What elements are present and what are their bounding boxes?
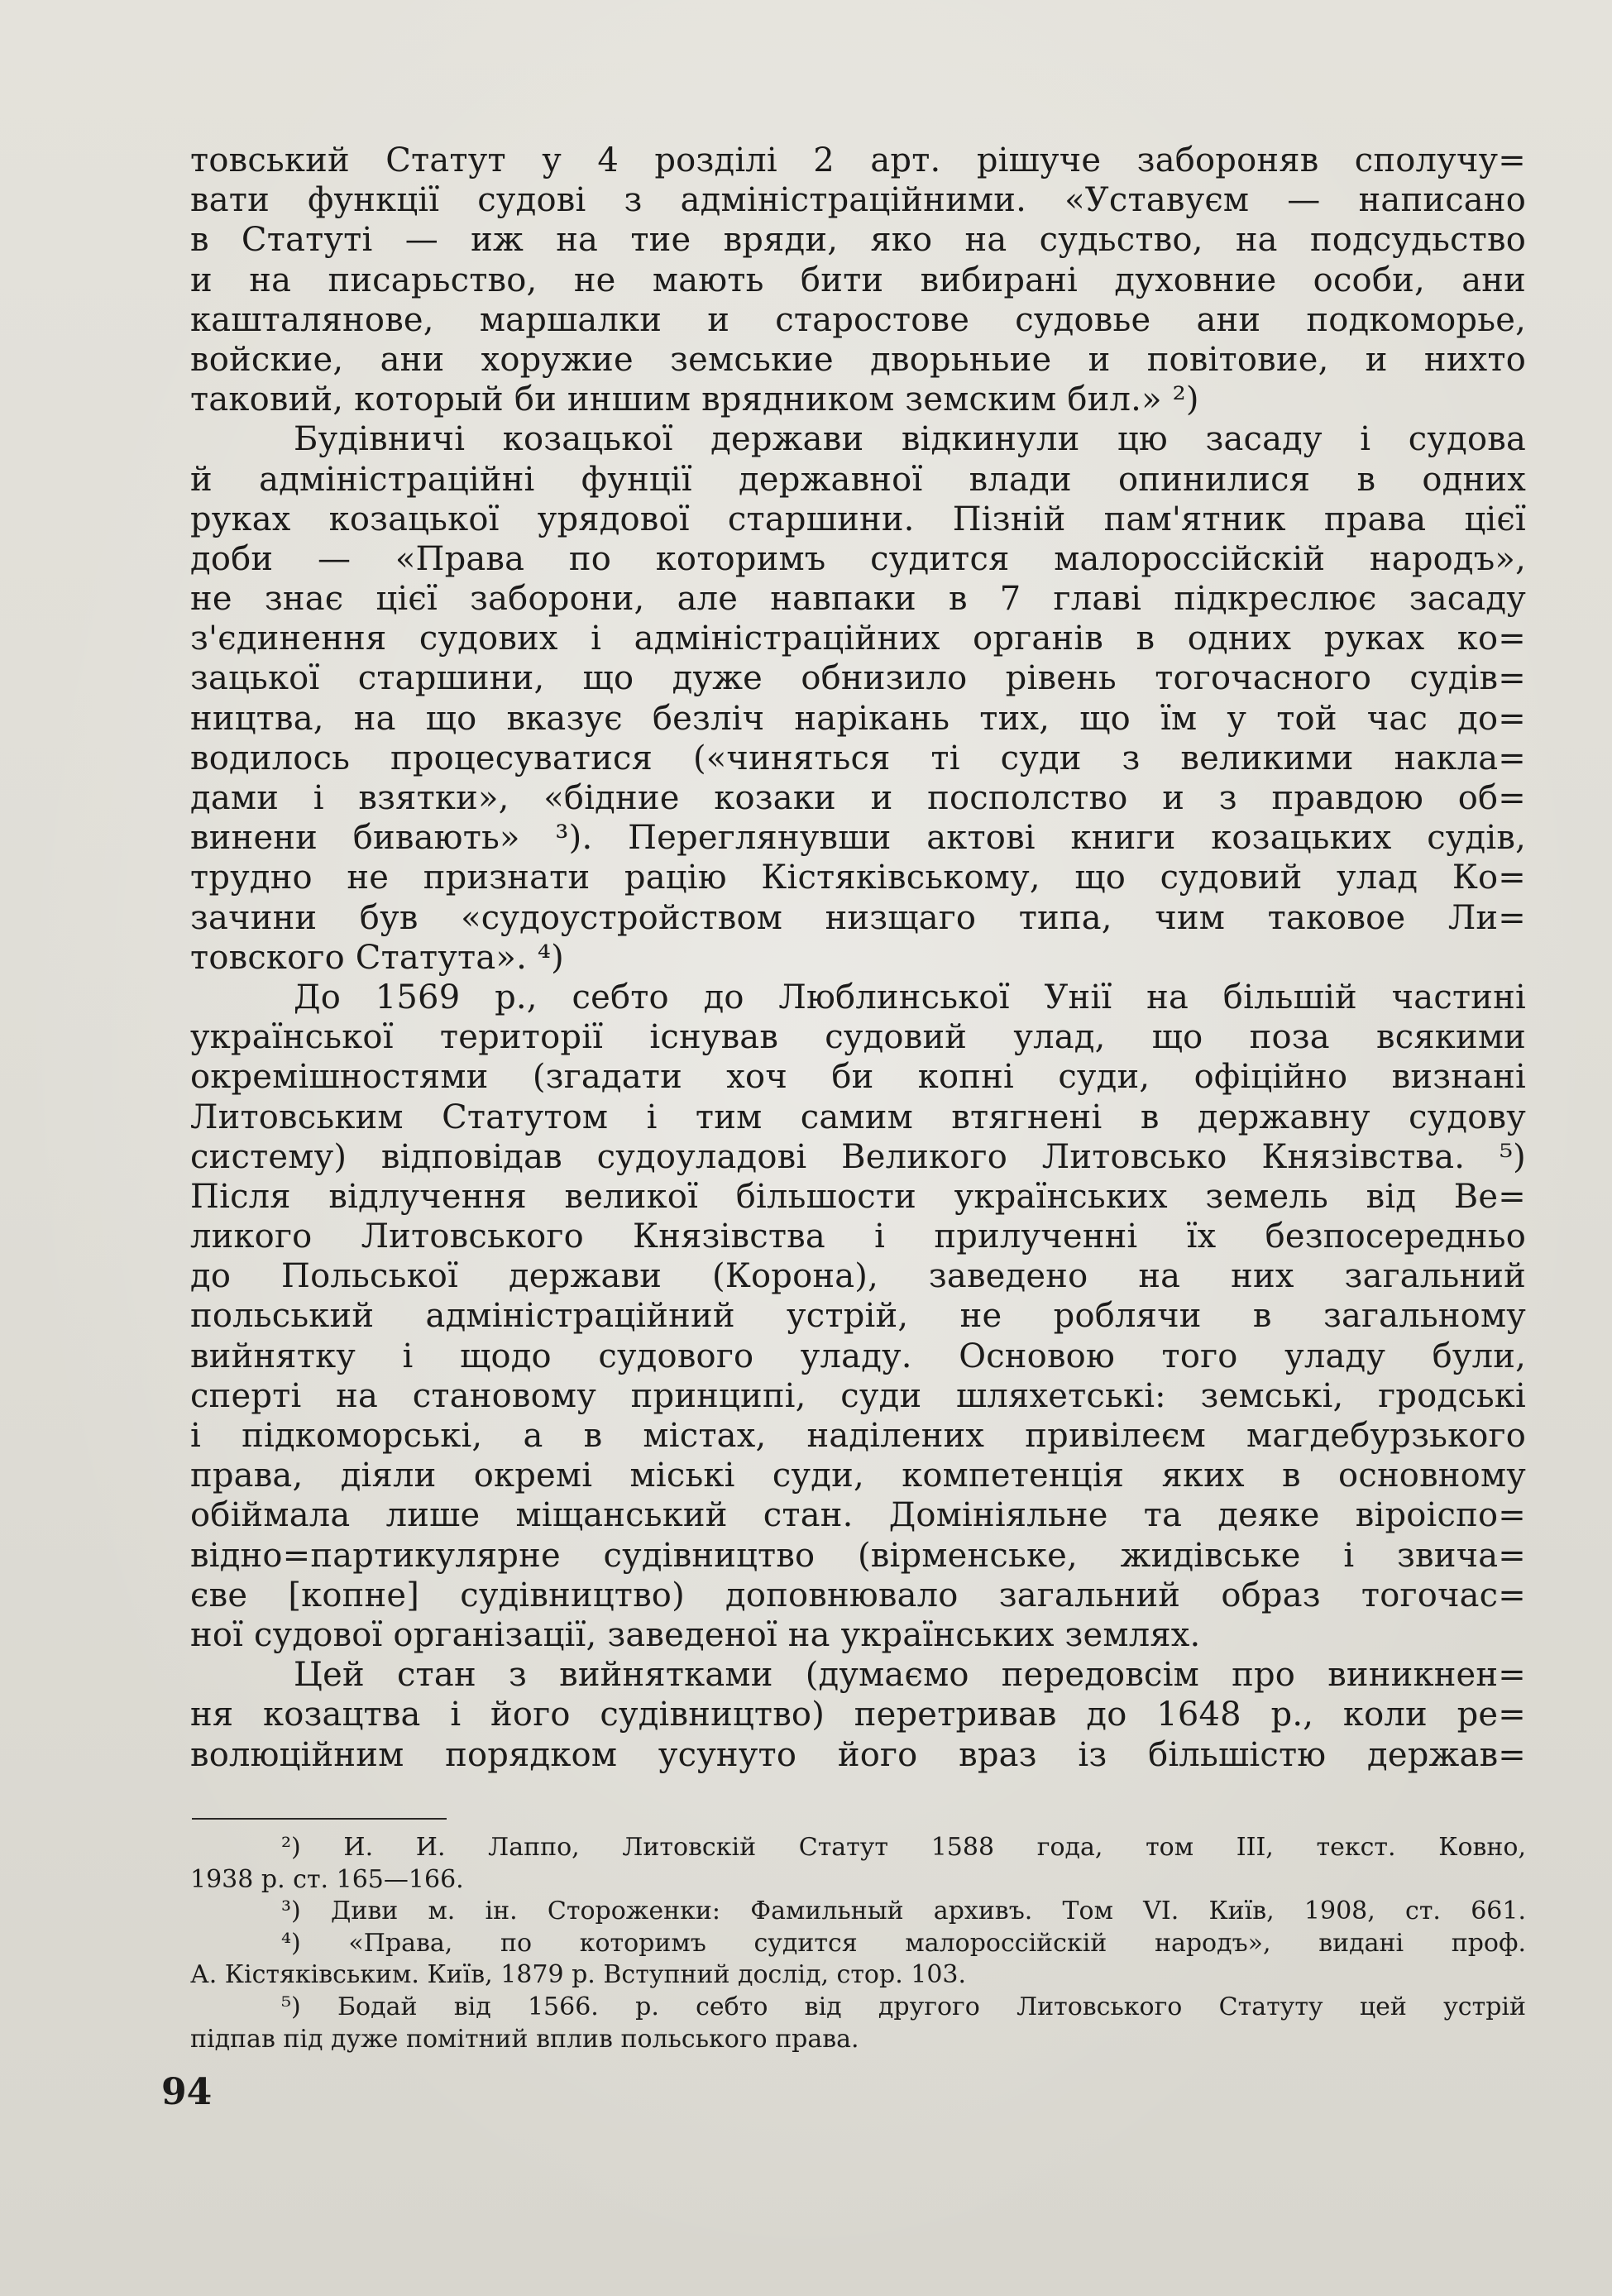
text-line: товского Статута». ⁴) xyxy=(190,938,564,977)
text-line: товський Статут у 4 розділі 2 арт. рішуче забороняв сполучу= xyxy=(190,141,1526,179)
text-line: водилось процесуватися («чиняться ті суди з великими накла= xyxy=(190,739,1526,777)
footnote-line: ⁴) «Права, по которимъ судится малороссійскій народъ», видані проф. xyxy=(281,1928,1526,1958)
text-line: вийнятку і щодо судового уладу. Основою того уладу були, xyxy=(190,1337,1526,1375)
footnote-line: ⁵) Бодай від 1566. р. себто від другого Литовського Статуту цей устрій xyxy=(281,1992,1526,2021)
text-line: руках козацької урядової старшини. Пізній пам'ятник права цієї xyxy=(190,500,1526,538)
text-line: обіймала лише міщанський стан. Домініяльне та деяке віроіспо= xyxy=(190,1496,1526,1535)
body-text xyxy=(190,141,1526,1775)
text-line: систему) відповідав судоуладові Великого Литовсько Князівства. ⁵) xyxy=(190,1137,1526,1176)
text-line: дами і взятки», «бідние козаки и посполство и з правдою об= xyxy=(190,779,1526,817)
text-line: зацької старшини, що дуже обнизило рівень тогочасного судів= xyxy=(190,659,1526,698)
footnote-line: ²) И. И. Лаппо, Литовскій Статут 1588 года, том III, текст. Ковно, xyxy=(281,1833,1526,1862)
text-line: До 1569 р., себто до Люблинської Унії на більшій частині xyxy=(294,978,1526,1016)
text-line: зачини був «судоустройством низщаго типа, чим таковое Ли= xyxy=(190,898,1526,937)
text-line: ликого Литовського Князівства і прилученні їх безпосередньо xyxy=(190,1217,1526,1256)
text-line: до Польської держави (Корона), заведено на них загальний xyxy=(190,1257,1526,1296)
text-line: з'єдинення судових і адміністраційних органів в одних руках ко= xyxy=(190,619,1526,658)
page-number: 94 xyxy=(161,2071,213,2113)
footnotes xyxy=(190,1832,1526,2055)
text-line: права, діяли окремі міські суди, компетенція яких в основному xyxy=(190,1457,1526,1495)
text-line: волюційним порядком усунуто його враз із більшістю держав= xyxy=(190,1735,1526,1774)
text-line: кашталянове, маршалки и старостове судовье ани подкоморье, xyxy=(190,300,1526,339)
footnote-line: підпав під дуже помітний вплив польського права. xyxy=(190,2024,859,2054)
text-line: відно=партикулярне судівництво (вірменське, жидівське і звича= xyxy=(190,1536,1526,1575)
text-line: ня козацтва і його судівництво) перетривав до 1648 р., коли ре= xyxy=(190,1696,1526,1734)
text-line: сперті на становому принципі, суди шляхетські: земські, гродські xyxy=(190,1376,1526,1415)
text-line: и на писарьство, не мають бити вибирані духовние особи, ани xyxy=(190,261,1526,299)
text-line: в Статуті — иж на тие вряди, яко на судьство, на подсудьство xyxy=(190,221,1526,260)
text-line: Після відлучення великої більшости українських земель від Ве= xyxy=(190,1177,1526,1216)
text-line: не знає цієї заборони, але навпаки в 7 главі підкреслює засаду xyxy=(190,580,1526,619)
text-line: доби — «Права по которимъ судится малороссійскій народъ», xyxy=(190,539,1526,578)
text-line: ної судової організації, заведеної на українських землях. xyxy=(190,1615,1201,1654)
text-line: української території існував судовий улад, що поза всякими xyxy=(190,1018,1526,1057)
text-line: винени бивають» ³). Переглянувши актові книги козацьких судів, xyxy=(190,819,1526,858)
text-line: ництва, на що вказує безліч нарікань тих, що їм у той час до= xyxy=(190,699,1526,738)
text-line: й адміністраційні фунції державної влади опинилися в одних xyxy=(190,460,1526,499)
text-line: Будівничі козацької держави відкинули цю засаду і судова xyxy=(294,420,1526,459)
text-line: польський адміністраційний устрій, не роблячи в загальному xyxy=(190,1297,1526,1336)
footnote-line: А. Кістяківським. Київ, 1879 р. Вступний дослід, стор. 103. xyxy=(190,1960,967,1990)
footnote-line: 1938 р. ст. 165—166. xyxy=(190,1864,464,1894)
footnote-separator xyxy=(192,1818,447,1820)
footnote-line: ³) Диви м. ін. Стороженки: Фамильный архивъ. Том VI. Київ, 1908, ст. 661. xyxy=(281,1897,1526,1926)
text-line: Цей стан з вийнятками (думаємо передовсім про виникнен= xyxy=(294,1656,1526,1695)
text-line: єве [копне] судівництво) доповнювало загальний образ тогочас= xyxy=(190,1576,1526,1614)
text-line: войские, ани хоружие земськие дворьньие и повітовие, и нихто xyxy=(190,340,1526,379)
text-line: окремішностями (згадати хоч би копні суди, офіційно визнані xyxy=(190,1058,1526,1097)
text-line: і підкоморські, а в містах, наділених привілеєм магдебурзького xyxy=(190,1417,1526,1455)
text-line: вати функції судові з адміністраційними. «Уставуєм — написано xyxy=(190,181,1526,220)
text-line: таковий, который би иншим врядником земским бил.» ²) xyxy=(190,380,1199,419)
text-line: трудно не признати рацію Кістяківському, що судовий улад Ко= xyxy=(190,859,1526,897)
text-line: Литовським Статутом і тим самим втягнені в державну судову xyxy=(190,1098,1526,1136)
